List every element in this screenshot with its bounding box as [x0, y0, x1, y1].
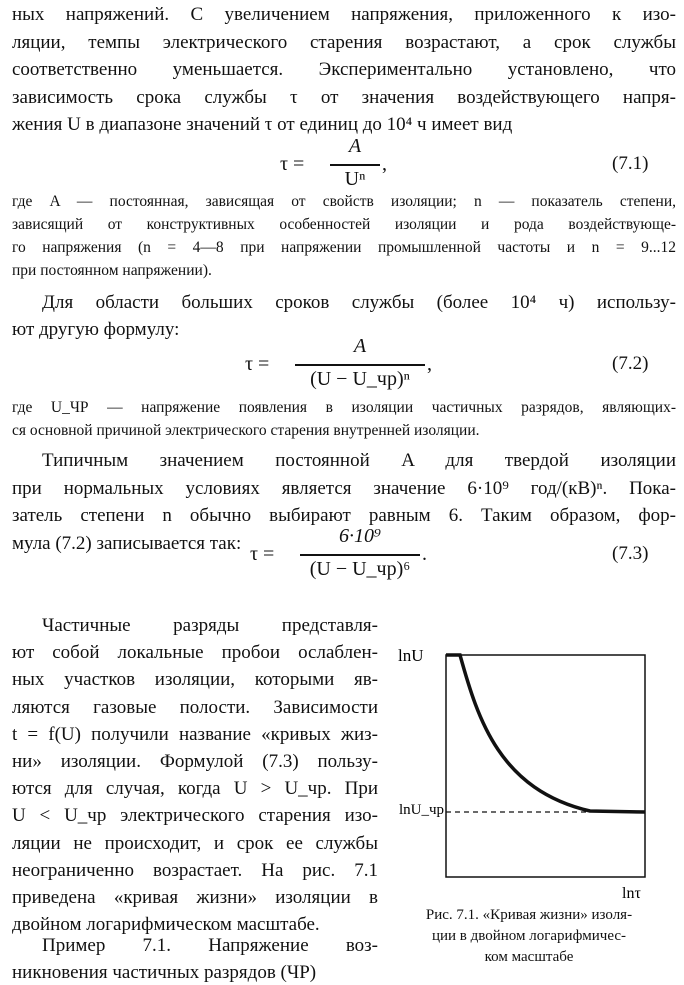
eq-denominator: (U − U_чр)⁶: [309, 558, 411, 580]
threshold-label: lnU_чр: [399, 802, 445, 818]
text-line: зависящий от конструктивных особенностей изоляции и рода воздействующе-: [12, 216, 676, 233]
caption-line: ком масштабе: [484, 949, 574, 965]
text-line: U < U_чр электрического старения изо-: [12, 805, 378, 827]
text-line: зависимость срока службы τ от значения воздействующего напря-: [12, 86, 676, 108]
text-line: соответственно уменьшается. Экспериментально установлено, что: [12, 59, 676, 80]
text-line: где U_ЧР — напряжение появления в изоляции частичных разрядов, являющих-: [12, 399, 676, 416]
life-curve: [446, 655, 645, 812]
eq-numerator: A: [353, 335, 367, 357]
text-line: двойном логарифмическом масштабе.: [12, 914, 320, 936]
text-line: ляции, темпы электрического старения возрастают, а срок службы: [12, 31, 676, 53]
text-line: Частичные разряды представля-: [42, 615, 378, 636]
caption-line: Рис. 7.1. «Кривая жизни» изоля-: [425, 907, 633, 923]
text-line: ни» изоляции. Формулой (7.3) пользу-: [12, 751, 378, 772]
eq-punct: ,: [427, 353, 432, 375]
eq-numerator: A: [348, 135, 362, 157]
eq-punct: .: [422, 543, 427, 565]
figure-frame: [446, 655, 645, 877]
text-line: ют собой локальные пробои ослаблен-: [12, 642, 378, 664]
eq-lhs: τ =: [280, 153, 305, 175]
text-line: ных участков изоляции, которыми яв-: [12, 669, 378, 691]
eq-lhs: τ =: [245, 353, 270, 375]
text-line: затель степени n обычно выбирают равным 6. Таким образом, фор-: [12, 505, 676, 526]
text-line: t = f(U) получили название «кривых жиз-: [12, 723, 378, 745]
text-line: Пример 7.1. Напряжение воз-: [42, 935, 378, 956]
x-axis-label: lnτ: [622, 885, 641, 902]
text-line: неограниченно возрастает. На рис. 7.1: [12, 859, 378, 881]
text-line: никновения частичных разрядов (ЧР): [12, 962, 317, 983]
equation-number: (7.2): [612, 353, 649, 374]
text-line: мула (7.2) записывается так:: [12, 532, 242, 554]
eq-numerator: 6·10⁹: [339, 525, 381, 547]
text-line: ются для случая, когда U > U_чр. При: [12, 778, 378, 800]
eq-denominator: Uⁿ: [344, 168, 366, 190]
text-line: го напряжения (n = 4—8 при напряжении промышленной частоты и n = 9...12: [12, 239, 676, 256]
equation-number: (7.3): [612, 543, 649, 564]
equation-number: (7.1): [612, 153, 649, 174]
text-line: при постоянном напряжении).: [12, 262, 212, 279]
text-line: ют другую формулу:: [12, 319, 180, 340]
text-line: ляции не происходит, и срок ее службы: [12, 832, 378, 854]
text-line: при нормальных условиях является значение 6·10⁹ год/(кВ)ⁿ. Пока-: [12, 477, 676, 499]
text-line: ся основной причиной электрического старения внутренней изоляции.: [12, 422, 480, 439]
y-axis-label: lnU: [398, 646, 424, 665]
text-line: ляются газовые полости. Зависимости: [12, 696, 378, 718]
eq-punct: ,: [382, 153, 387, 175]
text-line: Для области больших сроков службы (более 10⁴ ч) использу-: [42, 292, 676, 313]
text-line: жения U в диапазоне значений τ от единиц до 10⁴ ч имеет вид: [12, 114, 513, 135]
text-line: ных напряжений. С увеличением напряжения, приложенного к изо-: [12, 4, 676, 25]
text-line: Типичным значением постоянной A для твердой изоляции: [42, 450, 676, 471]
caption-line: ции в двойном логарифмичес-: [431, 928, 627, 944]
eq-lhs: τ =: [250, 543, 275, 565]
eq-denominator: (U − U_чр)ⁿ: [310, 368, 410, 390]
text-line: приведена «кривая жизни» изоляции в: [12, 887, 378, 908]
text-line: где A — постоянная, зависящая от свойств изоляции; n — показатель степени,: [12, 193, 676, 210]
